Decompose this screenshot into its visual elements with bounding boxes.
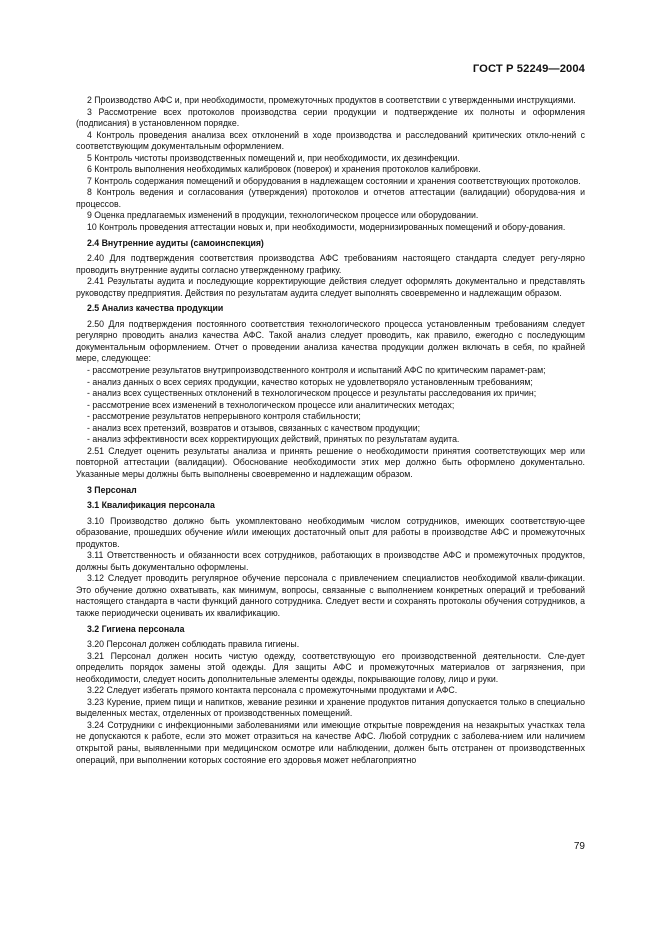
section-heading: 3 Персонал: [87, 484, 137, 495]
paragraph: 2.51 Следует оценить результаты анализа и принять решение о необходимости принятия соответствующих мер или повторной аттестации (валидации). Обоснование необходимости этих мер должно быть оформлено документально. Указанные меры должны быть выполнены своевременно и надлежащим образом.: [76, 445, 585, 479]
list-item: - анализ эффективности всех корректирующих действий, принятых по результатам аудита.: [87, 434, 460, 445]
list-item: - рассмотрение всех изменений в технологическом процессе или аналитических методах;: [87, 399, 455, 410]
paragraph: 10 Контроль проведения аттестации новых и, при необходимости, модернизированных помещений и обору-дования.: [87, 222, 566, 233]
list-item: - анализ данных о всех сериях продукции, качество которых не удовлетворяло установленным требованиям;: [87, 376, 533, 387]
paragraph: 5 Контроль чистоты производственных помещений и, при необходимости, их дезинфекции.: [87, 152, 460, 163]
paragraph: 3.10 Производство должно быть укомплектовано необходимым числом сотрудников, имеющих соответствую-щее образование, прошедших обучение и/или имеющих достаточный опыт для работы в производстве АФС и промежуточных продуктов.: [76, 515, 585, 549]
paragraph: 2.40 Для подтверждения соответствия производства АФС требованиям настоящего стандарта следует регу-лярно проводить внутренние аудиты согласно утвержденному графику.: [76, 253, 585, 275]
paragraph: 3.11 Ответственность и обязанности всех сотрудников, работающих в производстве АФС и промежуточных продуктов, должны быть документально оформлены.: [76, 550, 585, 572]
paragraph: 2.41 Результаты аудита и последующие корректирующие действия следует оформлять документально и представлять руководству предприятия. Действия по результатам аудита следует выполнять своевременно и надлежащим образом.: [76, 276, 585, 298]
paragraph: 3.23 Курение, прием пищи и напитков, жевание резинки и хранение продуктов питания допускается только в специально выделенных местах, отделенных от производственных помещений.: [76, 696, 585, 719]
page-number: 79: [573, 841, 585, 852]
section-heading: 3.2 Гигиена персонала: [87, 623, 185, 634]
paragraph: 6 Контроль выполнения необходимых калибровок (поверок) и хранения протоколов калибровки.: [87, 164, 481, 175]
paragraph: 7 Контроль содержания помещений и оборудования в надлежащем состоянии и хранения соответствующих протоколов.: [87, 175, 581, 186]
list-item: - анализ всех претензий, возвратов и отзывов, связанных с качеством продукции;: [87, 422, 421, 433]
paragraph: 4 Контроль проведения анализа всех отклонений в ходе производства и расследований критических откло-нений с соответствующим документальным оформлением.: [76, 129, 585, 152]
paragraph: 3.12 Следует проводить регулярное обучение персонала с привлечением специалистов необходимой квали-фикации. Это обучение должно охватывать, как минимум, вопросы, связанные с выполнением конкретных операций и требований настоящего стандарта в части функций данного сотрудника. Следует вести и сохранять протоколы обучения сотрудников, а также периодически оценивать их квалификацию.: [76, 573, 585, 618]
document-header: ГОСТ Р 52249—2004: [472, 63, 585, 75]
section-heading: 3.1 Квалификация персонала: [87, 500, 215, 511]
paragraph: 3.21 Персонал должен носить чистую одежду, соответствующую его производственной деятельности. Сле-дует определить порядок замены этой одежды. Для защиты АФС и промежуточных материалов от загрязнения, при необходимости, следует носить дополнительные элементы одежды, покрывающие голову, лицо и руки.: [76, 650, 585, 684]
list-item: - рассмотрение результатов непрерывного контроля стабильности;: [87, 411, 361, 422]
paragraph: 2 Производство АФС и, при необходимости, промежуточных продуктов в соответствии с утвержденными инструкциями.: [87, 95, 576, 105]
paragraph: 8 Контроль ведения и согласования (утверждения) протоколов и отчетов аттестации (валидации) оборудова-ния и процессов.: [76, 187, 585, 209]
section-heading: 2.5 Анализ качества продукции: [87, 303, 224, 314]
paragraph: 3.20 Персонал должен соблюдать правила гигиены.: [87, 639, 300, 650]
list-item: - рассмотрение результатов внутрипроизводственного контроля и испытаний АФС по критическим парамет-рам;: [87, 365, 546, 376]
document-body: [76, 95, 585, 766]
paragraph: 3.24 Сотрудники с инфекционными заболеваниями или имеющие открытые повреждения на незакрытых участках тела не допускаются к работе, если это может отразиться на качестве АФС. Любой сотрудник с заболева-нием или наличием открытой раны, выявленными при медицинском осмотре или наблюдении, должен быть отстранен от производственных операций, при выполнении которых состояние его здоровья может неблагоприятно: [76, 719, 585, 765]
list-item: - анализ всех существенных отклонений в технологическом процессе и результаты расследования их причин;: [87, 388, 537, 399]
paragraph: 2.50 Для подтверждения постоянного соответствия технологического процесса установленным требованиям следует регулярно проводить анализ качества АФС. Такой анализ следует проводить, как правило, ежегодно с последующим документальным оформлением. Отчет о проведении анализа качества продукции должен включать в себя, по крайней мере, следующее:: [76, 318, 585, 364]
paragraph: 3 Рассмотрение всех протоколов производства серии продукции и подтверждение их полноты и оформления (подписания) в установленном порядке.: [76, 106, 585, 129]
paragraph: 9 Оценка предлагаемых изменений в продукции, технологическом процессе или оборудовании.: [87, 210, 479, 221]
paragraph: 3.22 Следует избегать прямого контакта персонала с промежуточными продуктами и АФС.: [87, 685, 458, 696]
section-heading: 2.4 Внутренние аудиты (самоинспекция): [87, 237, 264, 248]
